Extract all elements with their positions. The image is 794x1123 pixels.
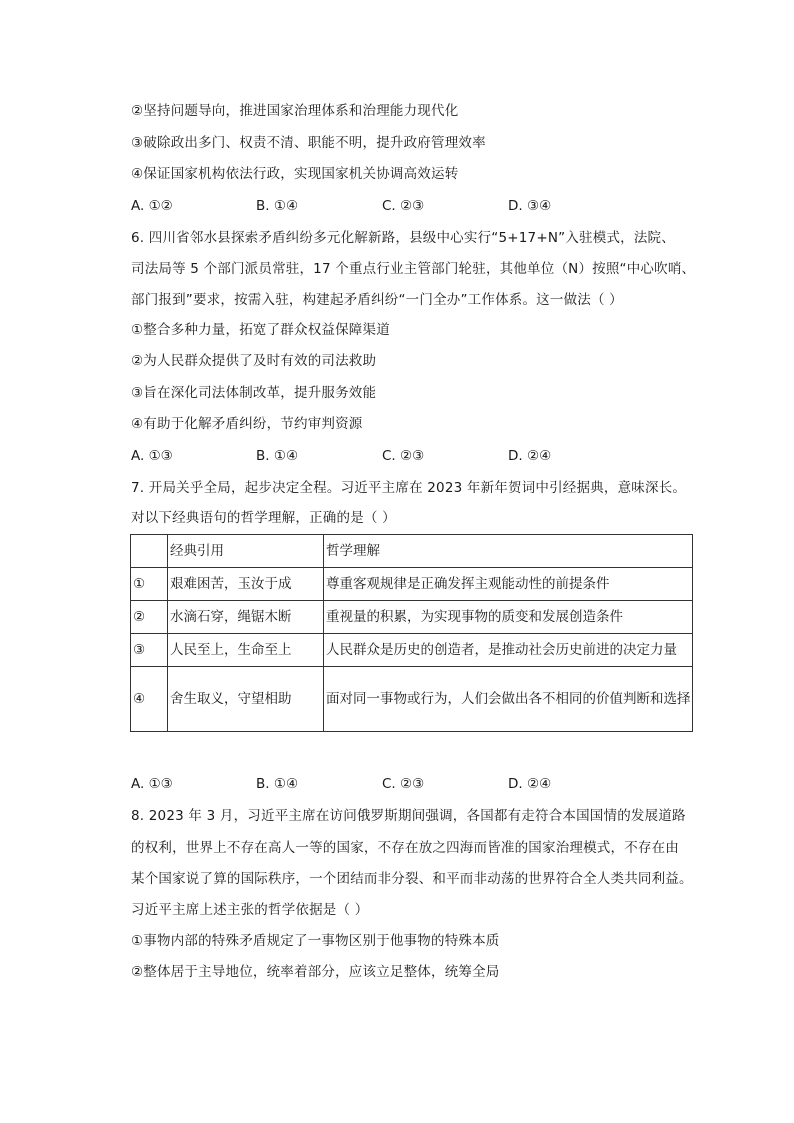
- table-header-cell: 哲学理解: [324, 535, 693, 568]
- table-row: [131, 667, 693, 732]
- q6-statement-2: ②为人民群众提供了及时有效的司法救助: [131, 353, 377, 369]
- table-header-cell: [131, 535, 168, 568]
- q8-stem-line-3: 某个国家说了算的国际秩序，一个团结而非分裂、和平而非动荡的世界符合全人类共同利益。: [131, 871, 693, 887]
- q6-option-d[interactable]: D. ②④: [508, 448, 552, 464]
- q6-stem-line-1: 6. 四川省邻水县探索矛盾纠纷多元化解新路，县级中心实行“5+17+N”入驻模式，法院、: [131, 230, 675, 246]
- q5-option-c[interactable]: C. ②③: [382, 198, 425, 214]
- q5-option-d[interactable]: D. ③④: [508, 198, 552, 214]
- q5-statement-4: ④保证国家机构依法行政，实现国家机关协调高效运转: [131, 166, 459, 182]
- q8-stem-line-1: 8. 2023 年 3 月，习近平主席在访问俄罗斯期间强调，各国都有走符合本国国情的发展道路: [131, 808, 686, 824]
- table-cell-quote: 舍生取义，守望相助: [168, 667, 324, 732]
- table-cell-understanding: 重视量的积累，为实现事物的质变和发展创造条件: [324, 601, 693, 634]
- table-cell-index: ①: [131, 568, 168, 601]
- table-cell-understanding: 人民群众是历史的创造者，是推动社会历史前进的决定力量: [324, 634, 693, 667]
- q6-stem-line-3: 部门报到”要求，按需入驻，构建起矛盾纠纷“一门全办”工作体系。这一做法（ ）: [131, 292, 623, 308]
- q7-stem-line-2: 对以下经典语句的哲学理解，正确的是（ ）: [131, 510, 396, 526]
- q8-stem-line-2: 的权利，世界上不存在高人一等的国家，不存在放之四海而皆准的国家治理模式，不存在由: [131, 840, 679, 856]
- table-row: [131, 634, 693, 667]
- q5-option-a[interactable]: A. ①②: [131, 198, 173, 214]
- q5-statement-2: ②坚持问题导向，推进国家治理体系和治理能力现代化: [131, 103, 459, 119]
- q6-statement-1: ①整合多种力量，拓宽了群众权益保障渠道: [131, 322, 390, 338]
- table-header-row: [131, 535, 693, 568]
- q8-stem-line-4: 习近平主席上述主张的哲学依据是（ ）: [131, 902, 369, 918]
- q8-statement-1: ①事物内部的特殊矛盾规定了一事物区别于他事物的特殊本质: [131, 933, 500, 949]
- table-cell-index: ②: [131, 601, 168, 634]
- q6-stem-line-2: 司法局等 5 个部门派员常驻，17 个重点行业主管部门轮驻，其他单位（N）按照“中心吹哨、: [131, 261, 696, 277]
- table-row: [131, 568, 693, 601]
- table-cell-quote: 人民至上，生命至上: [168, 634, 324, 667]
- table-header-cell: 经典引用: [168, 535, 324, 568]
- q6-statement-3: ③旨在深化司法体制改革，提升服务效能: [131, 385, 377, 401]
- q7-option-d[interactable]: D. ②④: [508, 776, 552, 792]
- table-cell-understanding: 面对同一事物或行为，人们会做出各不相同的价值判断和选择: [324, 667, 693, 732]
- q7-option-c[interactable]: C. ②③: [382, 776, 425, 792]
- table-row: [131, 601, 693, 634]
- q8-statement-2: ②整体居于主导地位，统率着部分，应该立足整体，统筹全局: [131, 964, 500, 980]
- table-cell-quote: 艰难困苦，玉汝于成: [168, 568, 324, 601]
- q7-option-a[interactable]: A. ①③: [131, 776, 173, 792]
- q6-option-c[interactable]: C. ②③: [382, 448, 425, 464]
- q7-quote-table: [130, 534, 693, 732]
- q5-statement-3: ③破除政出多门、权责不清、职能不明，提升政府管理效率: [131, 135, 486, 151]
- table-cell-understanding: 尊重客观规律是正确发挥主观能动性的前提条件: [324, 568, 693, 601]
- q6-option-a[interactable]: A. ①③: [131, 448, 173, 464]
- q7-stem-line-1: 7. 开局关乎全局，起步决定全程。习近平主席在 2023 年新年贺词中引经据典，意味深长。: [131, 480, 687, 496]
- q6-option-b[interactable]: B. ①④: [256, 448, 299, 464]
- q7-option-b[interactable]: B. ①④: [256, 776, 299, 792]
- q5-option-b[interactable]: B. ①④: [256, 198, 299, 214]
- table-cell-quote: 水滴石穿，绳锯木断: [168, 601, 324, 634]
- table-cell-index: ④: [131, 667, 168, 732]
- table-cell-index: ③: [131, 634, 168, 667]
- q6-statement-4: ④有助于化解矛盾纠纷，节约审判资源: [131, 416, 363, 432]
